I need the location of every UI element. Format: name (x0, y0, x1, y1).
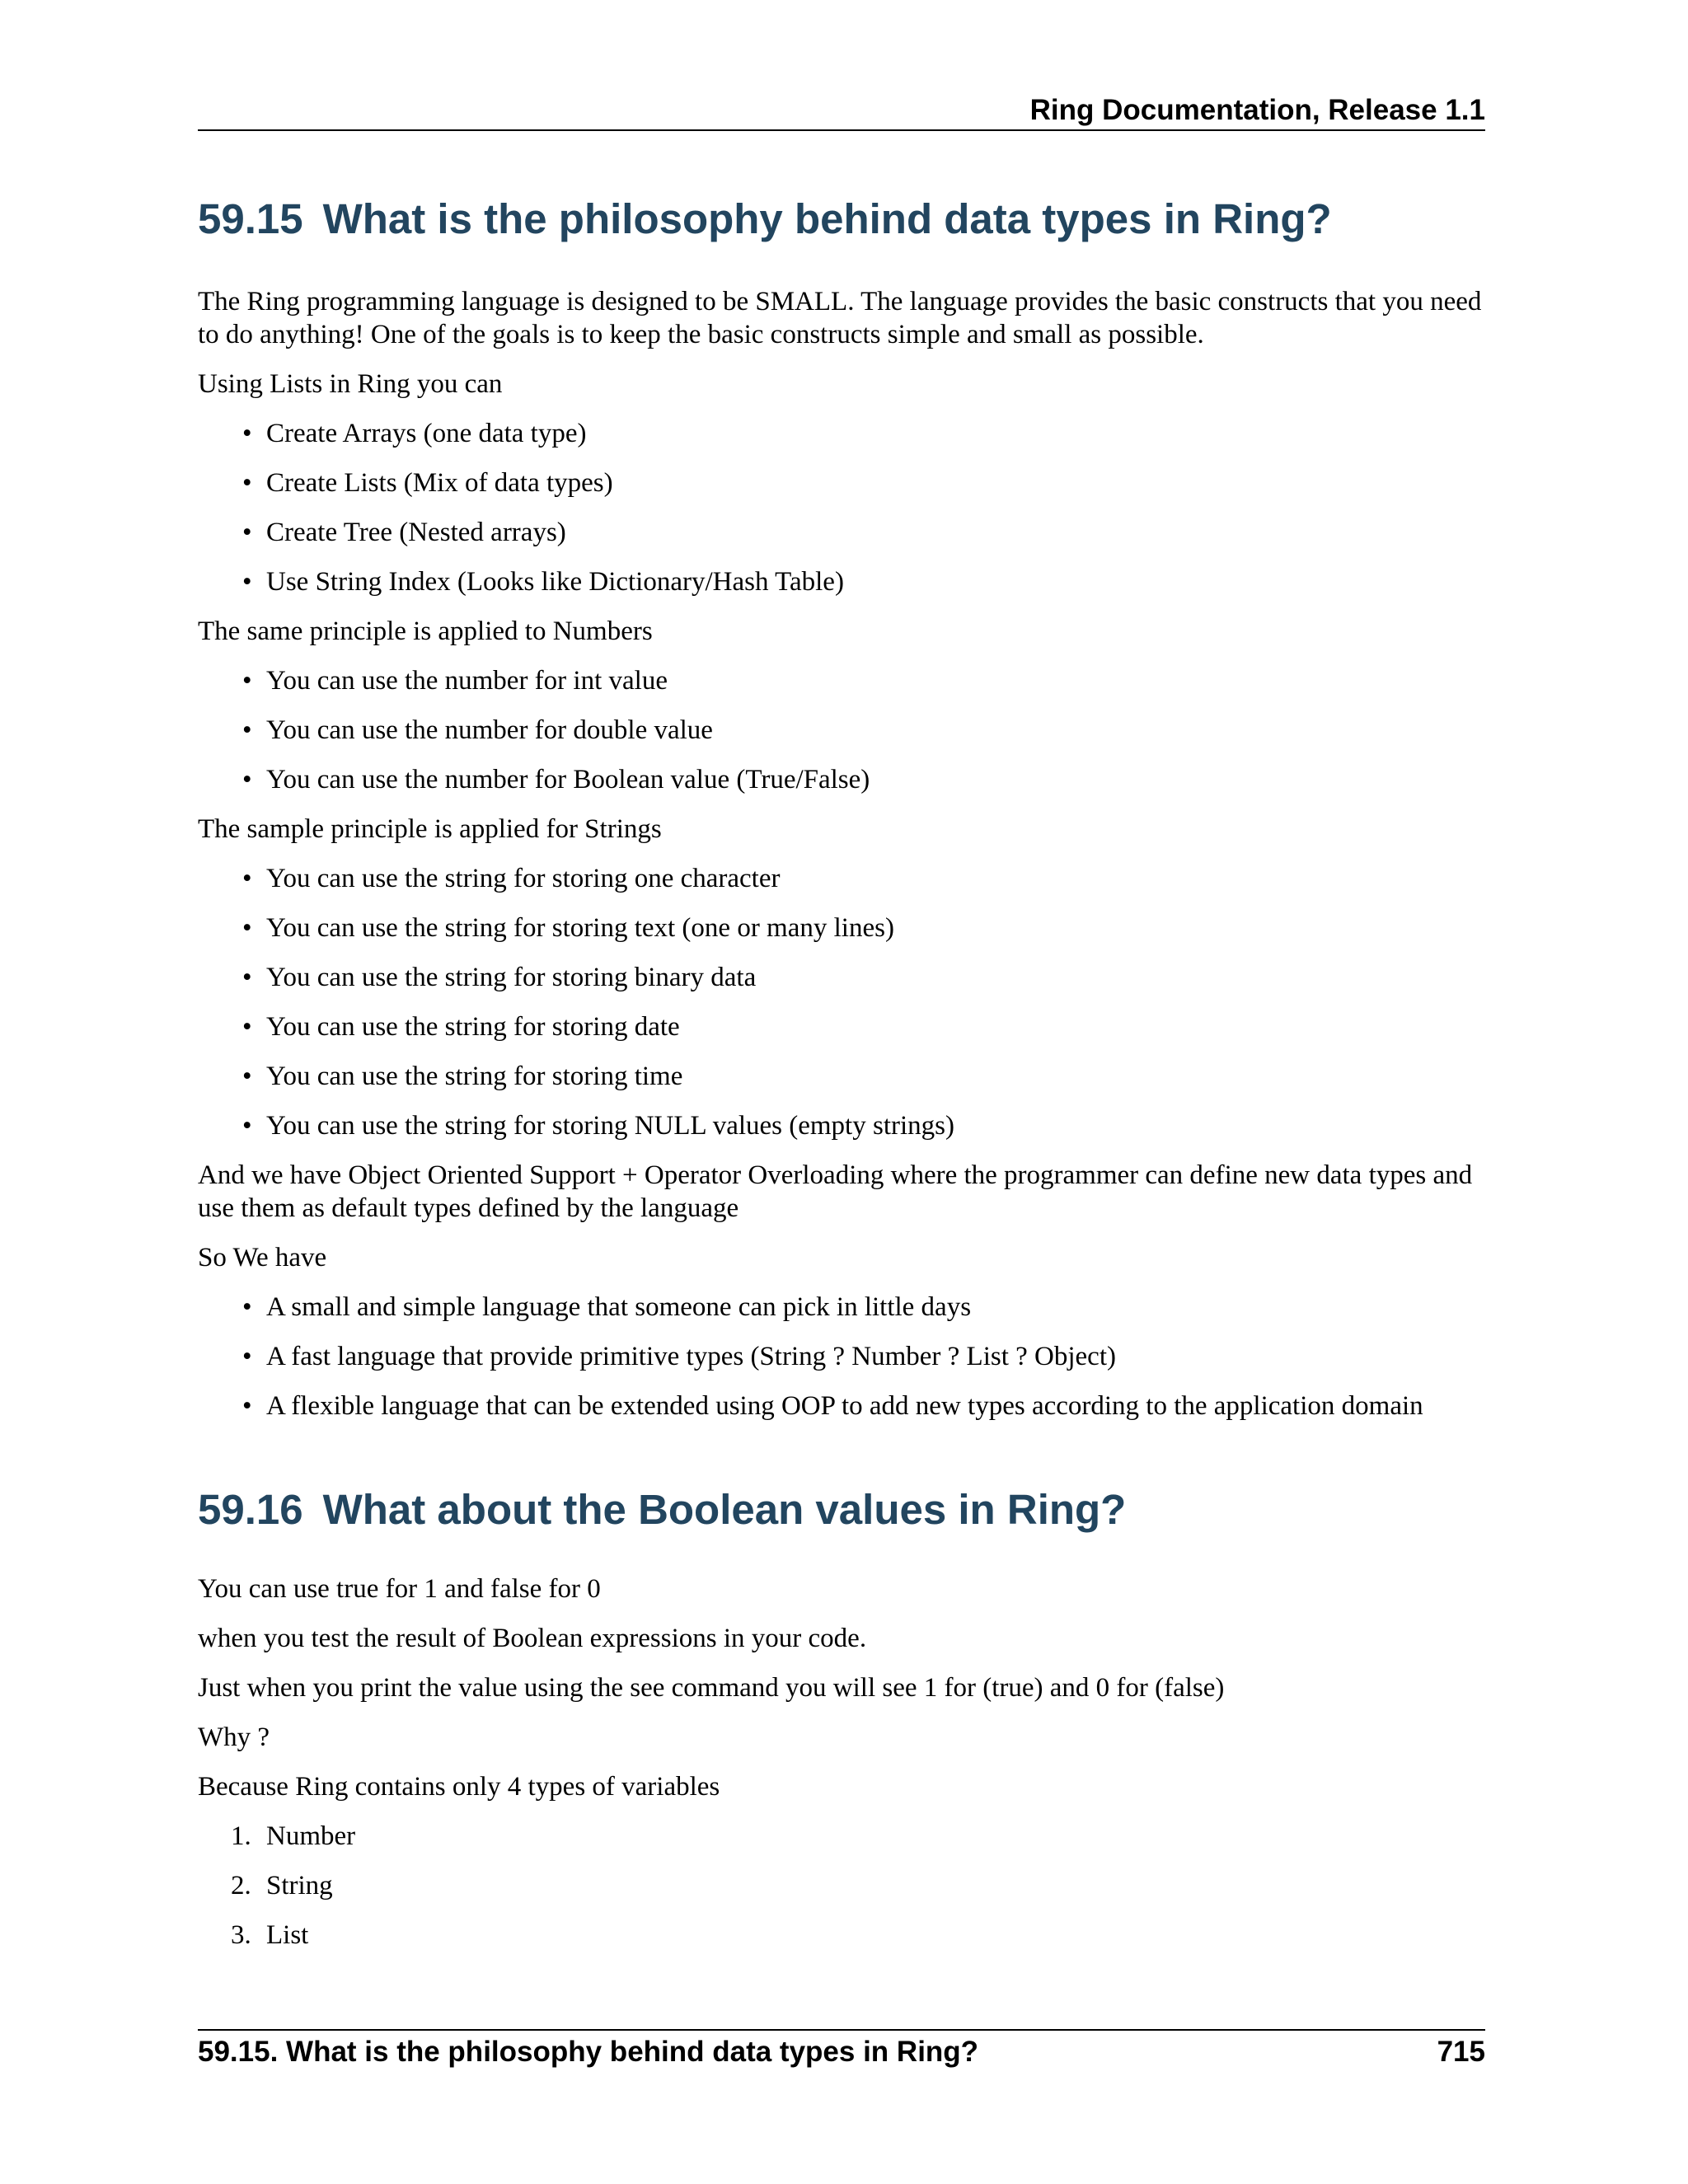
strings-intro: The sample principle is applied for Strings (198, 814, 662, 844)
boolean-paragraph-3: Just when you print the value using the see command you will see 1 for (true) and 0 for (false) (198, 1673, 1225, 1703)
strings-bullet-list (198, 862, 1485, 1142)
bullet-icon: • (242, 666, 252, 696)
lists-intro: Using Lists in Ring you can (198, 369, 503, 399)
intro-paragraph: The Ring programming language is designed to be SMALL. The language provides the basic constructs that you need to do anything! One of the goals is to keep the basic constructs simple and small as possible. (198, 287, 1482, 349)
list-number: 1. (231, 1821, 251, 1851)
list-item: • A flexible language that can be extended using OOP to add new types according to the application domain (242, 1391, 1423, 1421)
bullet-icon: • (242, 715, 252, 745)
list-item: 1. Number (231, 1821, 356, 1851)
oop-paragraph: And we have Object Oriented Support + Operator Overloading where the programmer can define new data types and use them as default types defined by the language (198, 1160, 1473, 1223)
bullet-icon: • (242, 963, 252, 992)
list-item: • A small and simple language that someone can pick in little days (242, 1292, 972, 1322)
list-item: • You can use the string for storing one character (242, 864, 781, 893)
section-title-text: What about the Boolean values in Ring? (322, 1486, 1127, 1533)
list-item: • A fast language that provide primitive types (String ? Number ? List ? Object) (242, 1342, 1116, 1371)
summary-bullet-list (198, 1291, 1485, 1422)
section-number: 59.16 (198, 1486, 303, 1533)
numbers-bullet-list (198, 664, 1485, 796)
running-header: Ring Documentation, Release 1.1 (1029, 94, 1485, 126)
list-item: 3. List (231, 1920, 309, 1950)
section-heading-59-16 (198, 1483, 1126, 1536)
list-item: • You can use the string for storing text (one or many lines) (242, 913, 894, 943)
bullet-icon: • (242, 518, 252, 547)
list-item: • Create Tree (Nested arrays) (242, 518, 566, 547)
list-item: • You can use the string for storing date (242, 1012, 680, 1042)
boolean-paragraph-4: Why ? (198, 1722, 270, 1752)
numbers-intro: The same principle is applied to Numbers (198, 616, 653, 646)
footer-rule (198, 2029, 1485, 2031)
boolean-paragraph-1: You can use true for 1 and false for 0 (198, 1574, 601, 1604)
bullet-icon: • (242, 419, 252, 448)
boolean-paragraph-5: Because Ring contains only 4 types of variables (198, 1772, 720, 1802)
list-item: • You can use the number for int value (242, 666, 668, 696)
list-item: • You can use the string for storing NULL values (empty strings) (242, 1111, 954, 1141)
bullet-icon: • (242, 864, 252, 893)
section-number: 59.15 (198, 195, 303, 242)
list-item: • You can use the number for Boolean value (True/False) (242, 765, 870, 794)
bullet-icon: • (242, 1391, 252, 1421)
bullet-icon: • (242, 913, 252, 943)
list-item: • Create Arrays (one data type) (242, 419, 587, 448)
list-number: 3. (231, 1920, 251, 1950)
section-heading-59-15 (198, 193, 1332, 246)
bullet-icon: • (242, 1292, 252, 1322)
page-number: 715 (1437, 2036, 1485, 2068)
bullet-icon: • (242, 765, 252, 794)
list-item: 2. String (231, 1871, 333, 1900)
list-item: • You can use the string for storing binary data (242, 963, 757, 992)
boolean-paragraph-2: when you test the result of Boolean expressions in your code. (198, 1624, 867, 1653)
bullet-icon: • (242, 1012, 252, 1042)
document-page (198, 0, 1485, 2184)
list-item: • You can use the string for storing time (242, 1062, 683, 1091)
bullet-icon: • (242, 567, 252, 597)
section-title-text: What is the philosophy behind data types in Ring? (322, 195, 1332, 242)
list-item: • Use String Index (Looks like Dictionary/Hash Table) (242, 567, 844, 597)
bullet-icon: • (242, 468, 252, 498)
list-item: • Create Lists (Mix of data types) (242, 468, 613, 498)
section-body-59-15 (198, 285, 1485, 1422)
bullet-icon: • (242, 1111, 252, 1141)
bullet-icon: • (242, 1342, 252, 1371)
footer-section-ref: 59.15. What is the philosophy behind data types in Ring? (198, 2036, 979, 2068)
section-body-59-16 (198, 1572, 1485, 1952)
list-item: • You can use the number for double value (242, 715, 713, 745)
header-rule (198, 129, 1485, 131)
list-number: 2. (231, 1871, 251, 1900)
lists-bullet-list (198, 417, 1485, 598)
summary-intro: So We have (198, 1243, 327, 1272)
bullet-icon: • (242, 1062, 252, 1091)
variable-types-list (198, 1820, 1485, 1952)
